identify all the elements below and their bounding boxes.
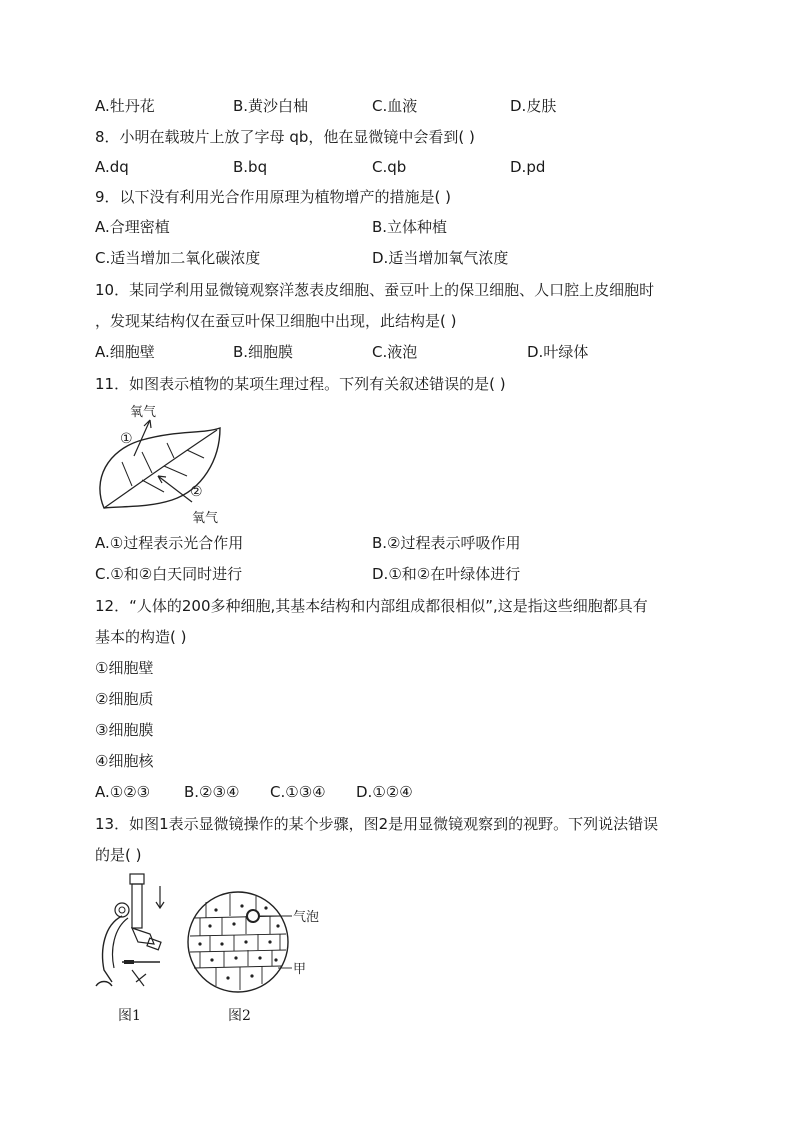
q10-stem-line1: 10．某同学利用显微镜观察洋葱表皮细胞、蚕豆叶上的保卫细胞、人口腔上皮细胞时 (95, 281, 655, 299)
q11-option-c: C.①和②白天同时进行 (95, 565, 243, 583)
arrow-2 (158, 476, 192, 502)
q9-stem: 9．以下没有利用光合作用原理为植物增产的措施是( ) (95, 188, 452, 206)
q12-item-2: ②细胞质 (95, 690, 154, 708)
q8-option-c: C.qb (372, 158, 407, 176)
q12-item-1: ①细胞壁 (95, 659, 154, 677)
field-of-view-diagram (186, 888, 326, 998)
label-jia: 甲 (293, 962, 307, 977)
q11-option-b: B.②过程表示呼吸作用 (372, 534, 521, 552)
q10-option-a: A.细胞壁 (95, 343, 155, 361)
q9-option-d: D.适当增加氧气浓度 (372, 249, 509, 267)
marker-1: ① (120, 431, 133, 447)
q7-option-a: A.牡丹花 (95, 97, 155, 115)
q9-option-c: C.适当增加二氧化碳浓度 (95, 249, 261, 267)
q9-option-b: B.立体种植 (372, 218, 448, 236)
q8-option-d: D.pd (510, 158, 546, 176)
q10-stem-line2: ，发现某结构仅在蚕豆叶保卫细胞中出现，此结构是( ) (95, 312, 457, 330)
q13-stem-line2: 的是( ) (95, 846, 142, 864)
q11-stem: 11．如图表示植物的某项生理过程。下列有关叙述错误的是( ) (95, 375, 506, 393)
figure1-caption: 图1 (118, 1008, 141, 1024)
q11-option-d: D.①和②在叶绿体进行 (372, 565, 521, 583)
q7-option-d: D.皮肤 (510, 97, 557, 115)
q12-stem-line2: 基本的构造( ) (95, 628, 187, 646)
label-bubble: 气泡 (293, 910, 320, 925)
q12-stem-line1: 12．“人体的200多种细胞,其基本结构和内部组成都很相似”,这是指这些细胞都具有 (95, 597, 648, 615)
q8-stem: 8．小明在载玻片上放了字母 qb，他在显微镜中会看到( ) (95, 128, 475, 146)
q12-option-d: D.①②④ (356, 783, 413, 801)
q13-stem-line1: 13．如图1表示显微镜操作的某个步骤，图2是用显微镜观察到的视野。下列说法错误 (95, 815, 659, 833)
q12-item-3: ③细胞膜 (95, 721, 154, 739)
q12-option-c: C.①③④ (270, 783, 326, 801)
q11-option-a: A.①过程表示光合作用 (95, 534, 244, 552)
q10-option-d: D.叶绿体 (527, 343, 589, 361)
q10-option-c: C.液泡 (372, 343, 418, 361)
leaf-diagram (92, 400, 242, 528)
q8-option-b: B.bq (233, 158, 268, 176)
air-bubble (247, 910, 259, 922)
marker-2: ② (190, 484, 203, 500)
q12-option-a: A.①②③ (95, 783, 151, 801)
figure2-caption: 图2 (228, 1008, 251, 1024)
q10-option-b: B.细胞膜 (233, 343, 294, 361)
microscope-diagram (92, 870, 172, 995)
q12-item-4: ④细胞核 (95, 752, 154, 770)
q8-option-a: A.dq (95, 158, 129, 176)
q7-option-c: C.血液 (372, 97, 418, 115)
label-oxygen-bottom: 氧气 (192, 511, 219, 526)
q7-option-b: B.黄沙白柚 (233, 97, 309, 115)
q12-option-b: B.②③④ (184, 783, 240, 801)
label-oxygen-top: 氧气 (130, 405, 157, 420)
q9-option-a: A.合理密植 (95, 218, 170, 236)
